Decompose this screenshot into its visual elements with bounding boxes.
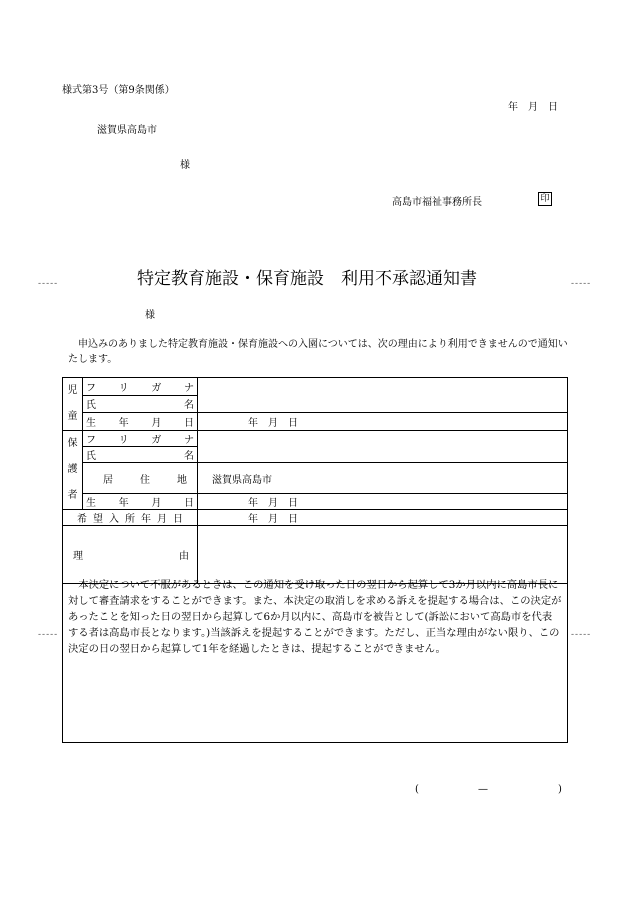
recipient-sama: 様 (180, 160, 190, 171)
desired-date-label: 希 望 入 所 年 月 日 (77, 514, 183, 525)
guardian-name-label: 氏 名 (86, 451, 194, 463)
guardian-birth-label: 生 年 月 日 (86, 497, 194, 509)
child-furigana-label: フ リ ガ ナ (86, 382, 194, 394)
child-group-label: 児 童 (63, 378, 83, 431)
footer-open-paren: ( (415, 784, 419, 795)
header-date: 年 月 日 (508, 102, 558, 113)
guardian-furigana-label: フ リ ガ ナ (86, 435, 194, 447)
appeal-notice: 本決定について不服があるときは、この通知を受け取った日の翌日から起算して3か月以内に高島市長に対して審査請求をすることができます。また、本決定の取消しを求める訴えを提起する場合は、この決定があったことを知った日の翌日から起算して6か月以内に、高島市を被告として(訴訟において高島市を代表する者は高島市長となります。)当該訴えを提起することができます。ただし、正当な理由がない限り、この決定の日の翌日から起算して1年を経過したときは、提起することができません。 (62, 574, 568, 743)
intro-text: 申込みのありました特定教育施設・保育施設への入園については、次の理由により利用できませんので通知いたします。 (68, 339, 568, 365)
cut-mark-right-top: ----- (571, 279, 592, 289)
addressee-sama: 様 (145, 310, 155, 321)
form-number: 様式第3号（第9条関係） (62, 85, 175, 96)
footer-close-paren: ) (558, 784, 562, 795)
sender-title: 高島市福祉事務所長 (392, 197, 482, 208)
cut-mark-left-top: ----- (38, 279, 59, 289)
document-title: 特定教育施設・保育施設 利用不承認通知書 (137, 269, 477, 289)
desired-date-value: 年 月 日 (198, 510, 568, 526)
child-name-value (198, 378, 568, 413)
applicant-table (62, 377, 568, 584)
guardian-address-label: 居 住 地 (103, 474, 187, 486)
recipient-prefecture: 滋賀県高島市 (97, 125, 157, 136)
cut-mark-right-mid: ----- (571, 630, 592, 640)
guardian-address-value: 滋賀県高島市 (198, 463, 568, 493)
child-birth-value: 年 月 日 (198, 413, 568, 431)
child-name-label: 氏 名 (86, 400, 194, 412)
guardian-group-label: 保 護 者 (63, 431, 83, 510)
footer-dash: — (478, 784, 488, 795)
guardian-name-value (198, 431, 568, 463)
cut-mark-left-mid: ----- (38, 630, 59, 640)
reason-label: 理 由 (73, 551, 189, 562)
guardian-birth-value: 年 月 日 (198, 493, 568, 509)
seal-mark: 印 (538, 192, 552, 206)
child-birth-label: 生 年 月 日 (86, 418, 194, 430)
